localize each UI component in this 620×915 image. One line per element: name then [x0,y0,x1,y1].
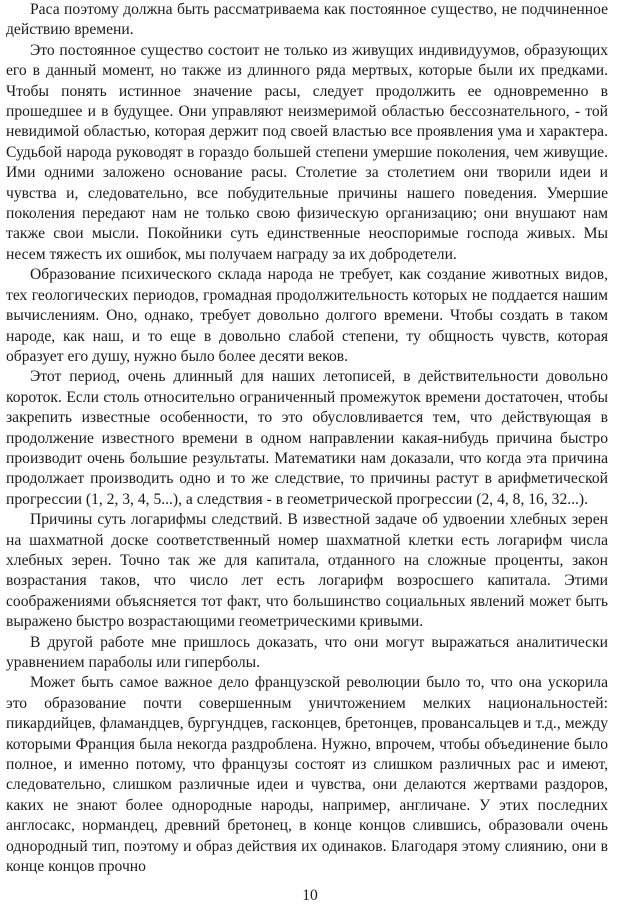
paragraph-2: Это постоянное существо состоит не только из живущих индивидуумов, образующих его в данный момент, но также из длинного ряда мертвых, которые были их предками. Чтобы понять истинное значение расы, следует продолжить ее одновременно в прошедшее и в будущее. Они управляют неизмеримой областью бессознательного, - той невидимой областью, которая держит под своей властью все проявления ума и характера. Судьбой народа руководят в гораздо большей степени умершие поколения, чем живущие. Ими одними заложено основание расы. Столетие за столетием они творили идеи и чувства и, следовательно, все побудительные причины нашего поведения. Умершие поколения передают нам не только свою физическую организацию; они внушают нам также свои мысли. Покойники суть единственные неоспоримые господа живых. Мы несем тяжесть их ошибок, мы получаем награду за их добродетели. [6,41,608,263]
page-number: 10 [302,887,318,904]
paragraph-5: Причины суть логарифмы следствий. В известной задаче об удвоении хлебных зерен на шахматной доске соответственный номер шахматной клетки есть логарифм числа хлебных зерен. Точно так же для капитала, отданного на сложные проценты, закон возрастания таков, что число лет есть логарифм возросшего капитала. Этими соображениями объясняется тот факт, что большинство социальных явлений может быть выражено быстро возрастающими геометрическими кривыми. [6,511,608,631]
paragraph-4: Этот период, очень длинный для наших летописей, в действительности довольно короток. Если столь относительно ограниченный промежуток времени достаточен, чтобы закрепить известные особенности, то это обусловливается тем, что действующая в продолжение известного времени в одном направлении какая-нибудь причина быстро производит очень большие результаты. Математики нам доказали, что когда эта причина продолжает производить одно и то же следствие, то причины растут в арифметической прогрессии (1, 2, 3, 4, 5...), а следствия - в геометрической прогрессии (2, 4, 8, 16, 32...). [6,368,608,508]
body-text [6,0,608,877]
paragraph-7: Может быть самое важное дело французской революции было то, что она ускорила это образование почти совершенным уничтожением мелких национальностей: пикардийцев, фламандцев, бургундцев, гасконцев, бретонцев, провансальцев и т.д., между которыми Франция была некогда раздроблена. Нужно, впрочем, чтобы объединение было полное, и именно потому, что французы состоят из слишком различных рас и имеют, следовательно, слишком различные идеи и чувства, они делаются жертвами раздоров, каких не знают более однородные народы, например, англичане. У этих последних англосакс, нормандец, древний бретонец, в конце концов слившись, образовали очень однородный тип, поэтому и образ действия их одинаков. Благодаря этому слиянию, они в конце концов прочно [6,674,608,876]
paragraph-3: Образование психического склада народа не требует, как создание животных видов, тех геологических периодов, громадная продолжительность которых не поддается нашим вычислениям. Оно, однако, требует довольно долгого времени. Чтобы создать в таком народе, как наш, и то еще в довольно слабой степени, ту общность чувств, которая образует его душу, нужно было более десяти веков. [6,266,608,365]
paragraph-6: В другой работе мне пришлось доказать, что они могут выражаться аналитически уравнением параболы или гиперболы. [6,633,608,671]
paragraph-1: Раса поэтому должна быть рассматриваема как постоянное существо, не подчиненное действию времени. [6,1,608,39]
